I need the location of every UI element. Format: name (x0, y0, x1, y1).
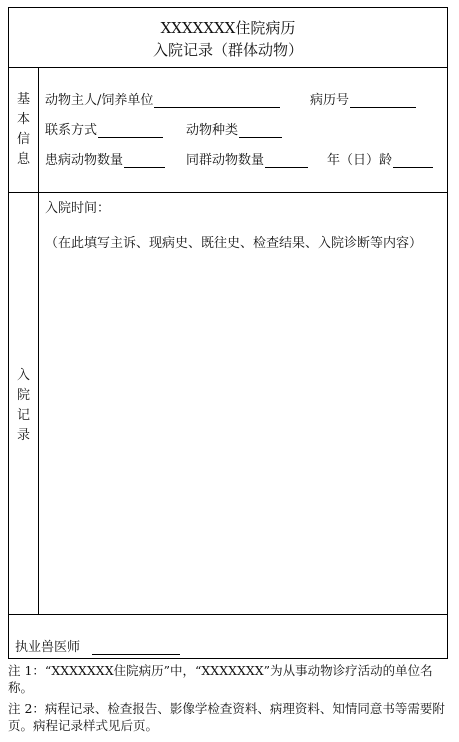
species-input[interactable] (239, 123, 282, 138)
age-field (327, 149, 433, 168)
owner-field (45, 89, 280, 108)
section-divider (9, 192, 447, 193)
sick-count-input[interactable] (124, 153, 165, 168)
group-count-field (186, 149, 308, 168)
species-field (186, 119, 282, 138)
form-title: XXXXXXX住院病历 (160, 19, 296, 37)
admission-instruction: （在此填写主诉、现病史、既往史、检查结果、入院诊断等内容） (45, 236, 423, 251)
vet-signature-input[interactable] (92, 640, 180, 655)
admission-record-form (8, 7, 448, 659)
admission-content-area[interactable] (45, 278, 441, 608)
footer-divider (9, 614, 447, 615)
owner-input[interactable] (154, 93, 280, 108)
note-1: 注 1：“XXXXXXX住院病历”中，“XXXXXXX”为从事动物诊疗活动的单位名称。 (8, 663, 433, 695)
note-2: 注 2：病程记录、检查报告、影像学检查资料、病理资料、知情同意书等需要附页。病程记录样式见后页。 (8, 701, 445, 733)
age-label: 年（日）龄 (327, 153, 393, 168)
age-input[interactable] (393, 153, 433, 168)
contact-input[interactable] (98, 123, 163, 138)
vet-field (15, 636, 180, 655)
sick-count-field (45, 149, 165, 168)
group-count-input[interactable] (265, 153, 308, 168)
group-count-label: 同群动物数量 (186, 153, 265, 168)
contact-label: 联系方式 (45, 123, 98, 138)
label-column-divider (38, 68, 39, 614)
record-no-input[interactable] (350, 93, 416, 108)
vet-label: 执业兽医师 (15, 640, 81, 655)
admission-section-label: 入 院 记 录 (16, 368, 30, 443)
owner-label: 动物主人/饲养单位 (45, 93, 154, 108)
admission-time-label: 入院时间： (45, 201, 111, 216)
species-label: 动物种类 (186, 123, 239, 138)
sick-count-label: 患病动物数量 (45, 153, 124, 168)
contact-field (45, 119, 163, 138)
form-subtitle: 入院记录（群体动物） (152, 41, 303, 59)
title-divider (9, 67, 447, 68)
record-no-label: 病历号 (310, 93, 350, 108)
record-no-field (310, 89, 416, 108)
basic-info-section-label: 基 本 信 息 (16, 92, 30, 167)
